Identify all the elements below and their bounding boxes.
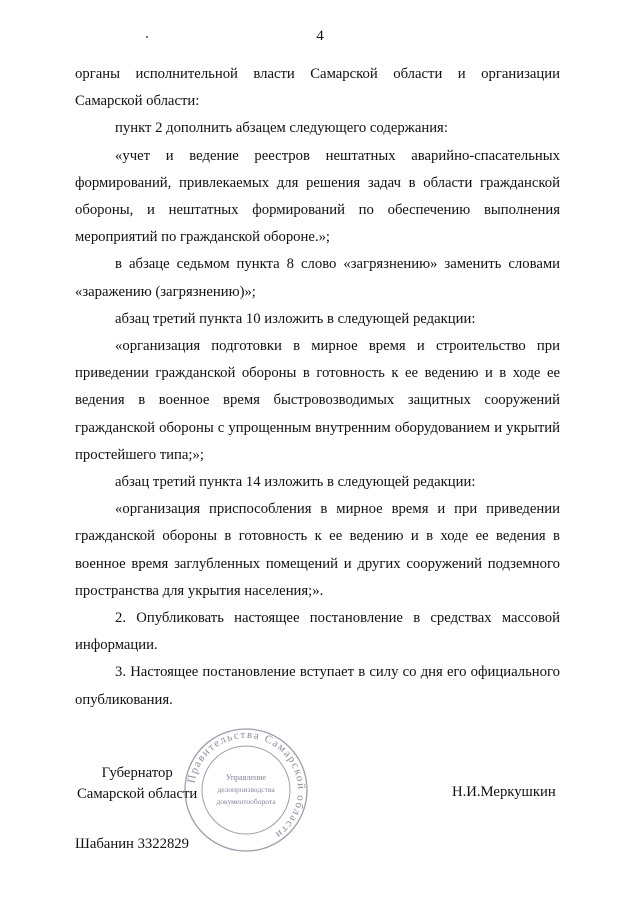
paragraph-1: органы исполнительной власти Самарской области и организации Самарской области: (75, 66, 560, 110)
paragraph-3: «учет и ведение реестров нештатных аварийно-спасательных формирований, привлекаемых для решения задач в области гражданской обороны, и нештатных формирований по обеспечению выполнения мероприятий по гражданской обороне.»; (75, 147, 560, 246)
stamp-ring-text: Правительства Самарской области (185, 728, 308, 842)
executor-info: Шабанин 3322829 (75, 836, 189, 852)
paragraph-5: абзац третий пункта 10 изложить в следующей редакции: (115, 310, 476, 327)
signatory-title-line2: Самарской области (77, 786, 198, 802)
signatory-title-line1: Губернатор (101, 765, 173, 781)
paragraph-9: 2. Опубликовать настоящее постановление в средствах массовой информации. (75, 610, 560, 654)
signatory-title (77, 763, 197, 805)
signatory-name: Н.И.Меркушкин (452, 784, 556, 800)
page-number: 4 (316, 28, 324, 44)
stamp-inner-line2: делопроизводства (217, 785, 275, 794)
stamp-inner-line1: Управление (225, 773, 267, 782)
stamp-inner-line3: документооборота (216, 797, 276, 806)
paragraph-4: в абзаце седьмом пункта 8 слово «загрязнению» заменить словами «заражению (загрязнению)»; (75, 256, 560, 300)
scan-dot (146, 36, 148, 38)
paragraph-2: пункт 2 дополнить абзацем следующего содержания: (115, 120, 448, 137)
paragraph-8: «организация приспособления в мирное время и при приведении гражданской обороны в готовность к ее ведению и в ходе ее ведения в военное время заглубленных помещений и других сооружений подземного пространства для укрытия населения;». (75, 501, 560, 599)
paragraph-7: абзац третий пункта 14 изложить в следующей редакции: (115, 474, 476, 491)
paragraph-10: 3. Настоящее постановление вступает в силу со дня его официального опубликования. (75, 664, 560, 708)
official-stamp (182, 726, 310, 854)
paragraph-6: «организация подготовки в мирное время и строительство при приведении гражданской обороны в готовность к ее ведению и в ходе ее ведения в военное время быстровозводимых защитных сооружений гражданской обороны с упрощенным внутренним оборудованием и укрытий простейшего типа;»; (75, 338, 560, 463)
document-body (75, 61, 560, 714)
